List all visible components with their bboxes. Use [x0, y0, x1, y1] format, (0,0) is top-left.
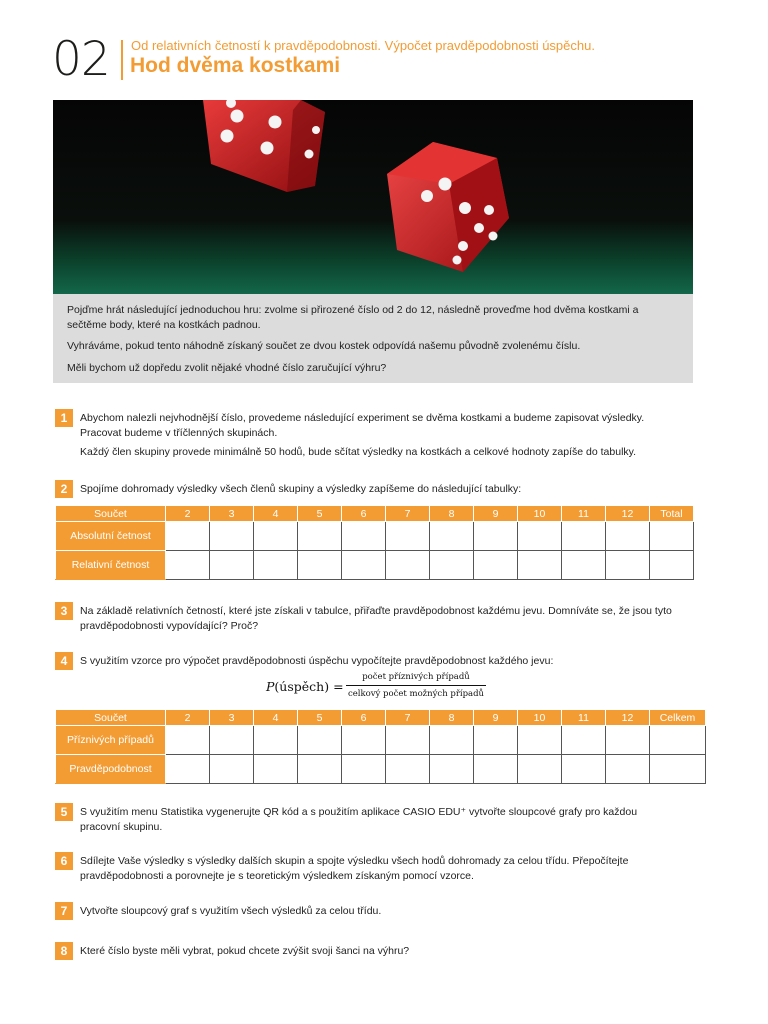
table-cell	[650, 522, 694, 551]
table-cell	[386, 755, 430, 784]
table-cell	[518, 551, 562, 580]
formula-lhs: P(úspěch) =	[266, 679, 344, 694]
intro-box	[53, 294, 693, 383]
step-number-badge: 4	[55, 652, 73, 670]
table-cell	[474, 726, 518, 755]
table-cell	[474, 755, 518, 784]
formula-numerator: počet příznivých případů	[362, 672, 470, 682]
table-header-row	[56, 710, 706, 726]
table-header-cell: 4	[254, 710, 298, 726]
table-header-cell: 5	[298, 506, 342, 522]
table-header-cell: 9	[474, 506, 518, 522]
intro-paragraph: Pojďme hrát následující jednoduchou hru: zvolme si přirozené číslo od 2 do 12, následně proveďme hod dvěma kostkami a sečtěme body, které na kostkách padnou.	[67, 304, 639, 331]
table-header-cell: 3	[210, 710, 254, 726]
table-header-cell: 12	[606, 710, 650, 726]
table-header-cell: Součet	[56, 710, 166, 726]
intro-paragraph: Měli bychom už dopředu zvolit nějaké vhodné číslo zaručující výhru?	[67, 361, 387, 374]
table-header-cell: Total	[650, 506, 694, 522]
table-cell	[386, 551, 430, 580]
step-text: S využitím menu Statistika vygenerujte QR kód a s použitím aplikace CASIO EDU⁺ vytvořte sloupcové grafy pro každou pracovní skupinu.	[80, 806, 638, 833]
formula-denominator: celkový počet možných případů	[347, 689, 485, 699]
step-text: Které číslo byste měli vybrat, pokud chcete zvýšit svoji šanci na výhru?	[80, 945, 410, 957]
table-header-cell: 7	[386, 710, 430, 726]
table-cell	[650, 551, 694, 580]
step-number-badge: 1	[55, 409, 73, 427]
table-header-cell: Součet	[56, 506, 166, 522]
step-text: S využitím vzorce pro výpočet pravděpodobnosti úspěchu vypočítejte pravděpodobnost každého jevu:	[80, 655, 554, 667]
table-cell	[606, 551, 650, 580]
table-row	[56, 522, 694, 551]
table-header-cell: 11	[562, 710, 606, 726]
table-cell	[650, 726, 706, 755]
frequency-table	[55, 505, 694, 580]
table-cell	[298, 726, 342, 755]
step-text: Vytvořte sloupcový graf s využitím všech výsledků za celou třídu.	[80, 905, 382, 917]
row-header-cell: Pravděpodobnost	[56, 755, 166, 784]
table-header-cell: 2	[166, 710, 210, 726]
table-cell	[210, 755, 254, 784]
table-cell	[474, 551, 518, 580]
table-row	[56, 726, 706, 755]
table-header-cell: 10	[518, 506, 562, 522]
table-cell	[386, 726, 430, 755]
table-cell	[562, 522, 606, 551]
table-cell	[166, 551, 210, 580]
table-cell	[606, 522, 650, 551]
table-header-cell: 8	[430, 506, 474, 522]
table-cell	[254, 755, 298, 784]
table-cell	[166, 726, 210, 755]
table-cell	[342, 755, 386, 784]
table-header-cell: 9	[474, 710, 518, 726]
formula-fraction	[346, 670, 486, 701]
table-header-row	[56, 506, 694, 522]
row-header-cell: Relativní četnost	[56, 551, 166, 580]
table-row	[56, 755, 706, 784]
table-cell	[430, 551, 474, 580]
table-cell	[210, 726, 254, 755]
fraction-line	[346, 685, 486, 686]
table-header-cell: 7	[386, 506, 430, 522]
step-text	[80, 411, 680, 460]
chapter-title: Hod dvěma kostkami	[130, 54, 341, 77]
table-header-cell: 10	[518, 710, 562, 726]
step-number-badge: 8	[55, 942, 73, 960]
table-row	[56, 551, 694, 580]
step-number-badge: 2	[55, 480, 73, 498]
table-cell	[210, 522, 254, 551]
row-header-cell: Absolutní četnost	[56, 522, 166, 551]
table-cell	[342, 726, 386, 755]
table-cell	[518, 522, 562, 551]
step-text: Spojíme dohromady výsledky všech členů skupiny a výsledky zapíšeme do následující tabulky:	[80, 483, 522, 495]
step-text: Sdílejte Vaše výsledky s výsledky dalších skupin a spojte výsledku všech hodů dohromady za celou třídu. Přepočítejte pravděpodobnosti a porovnejte je s teoretickým výsledkem získaným pomocí vzorce.	[80, 855, 629, 882]
table-header-cell: 5	[298, 710, 342, 726]
table-cell	[474, 522, 518, 551]
table-cell	[254, 522, 298, 551]
step-number-badge: 3	[55, 602, 73, 620]
table-cell	[518, 726, 562, 755]
table-header-cell: 6	[342, 506, 386, 522]
probability-formula	[266, 670, 496, 706]
table-header-cell: 11	[562, 506, 606, 522]
table-cell	[430, 755, 474, 784]
row-header-cell: Příznivých případů	[56, 726, 166, 755]
table-cell	[518, 755, 562, 784]
table-header-cell: 12	[606, 506, 650, 522]
table-header-cell: 6	[342, 710, 386, 726]
table-cell	[298, 522, 342, 551]
table-cell	[430, 522, 474, 551]
table-cell	[254, 726, 298, 755]
chapter-number: 02	[52, 32, 110, 87]
table-header-cell: 2	[166, 506, 210, 522]
table-cell	[298, 551, 342, 580]
table-cell	[606, 755, 650, 784]
table-cell	[298, 755, 342, 784]
table-cell	[166, 755, 210, 784]
table-cell	[606, 726, 650, 755]
table-header-cell: 4	[254, 506, 298, 522]
step-paragraph: Každý člen skupiny provede minimálně 50 hodů, bude sčítat výsledky na kostkách a celkové hodnoty zapíše do tabulky.	[80, 446, 637, 458]
step-text: Na základě relativních četností, které jste získali v tabulce, přiřaďte pravděpodobnost každému jevu. Domníváte se, že jsou tyto pravděpodobnosti vypovídající? Proč?	[80, 605, 672, 632]
table-cell	[342, 551, 386, 580]
table-cell	[386, 522, 430, 551]
table-cell	[562, 551, 606, 580]
table-cell	[210, 551, 254, 580]
table-header-cell: 8	[430, 710, 474, 726]
dice-photo	[53, 100, 693, 294]
step-number-badge: 6	[55, 852, 73, 870]
table-header-cell: 3	[210, 506, 254, 522]
table-cell	[562, 755, 606, 784]
table-cell	[254, 551, 298, 580]
chapter-subtitle: Od relativních četností k pravděpodobnosti. Výpočet pravděpodobnosti úspěchu.	[131, 38, 595, 53]
step-paragraph: Abychom nalezli nejvhodnější číslo, provedeme následující experiment se dvěma kostkami a budeme zapisovat výsledky. Pracovat budeme v tříčlenných skupinách.	[80, 412, 645, 439]
table-cell	[562, 726, 606, 755]
intro-paragraph: Vyhráváme, pokud tento náhodně získaný součet ze dvou kostek odpovídá našemu původně zvolenému číslu.	[67, 340, 581, 352]
table-cell	[166, 522, 210, 551]
probability-table	[55, 709, 706, 784]
table-cell	[430, 726, 474, 755]
table-cell	[650, 755, 706, 784]
header-divider	[121, 40, 123, 80]
step-number-badge: 7	[55, 902, 73, 920]
table-cell	[342, 522, 386, 551]
table-header-cell: Celkem	[650, 710, 706, 726]
step-number-badge: 5	[55, 803, 73, 821]
